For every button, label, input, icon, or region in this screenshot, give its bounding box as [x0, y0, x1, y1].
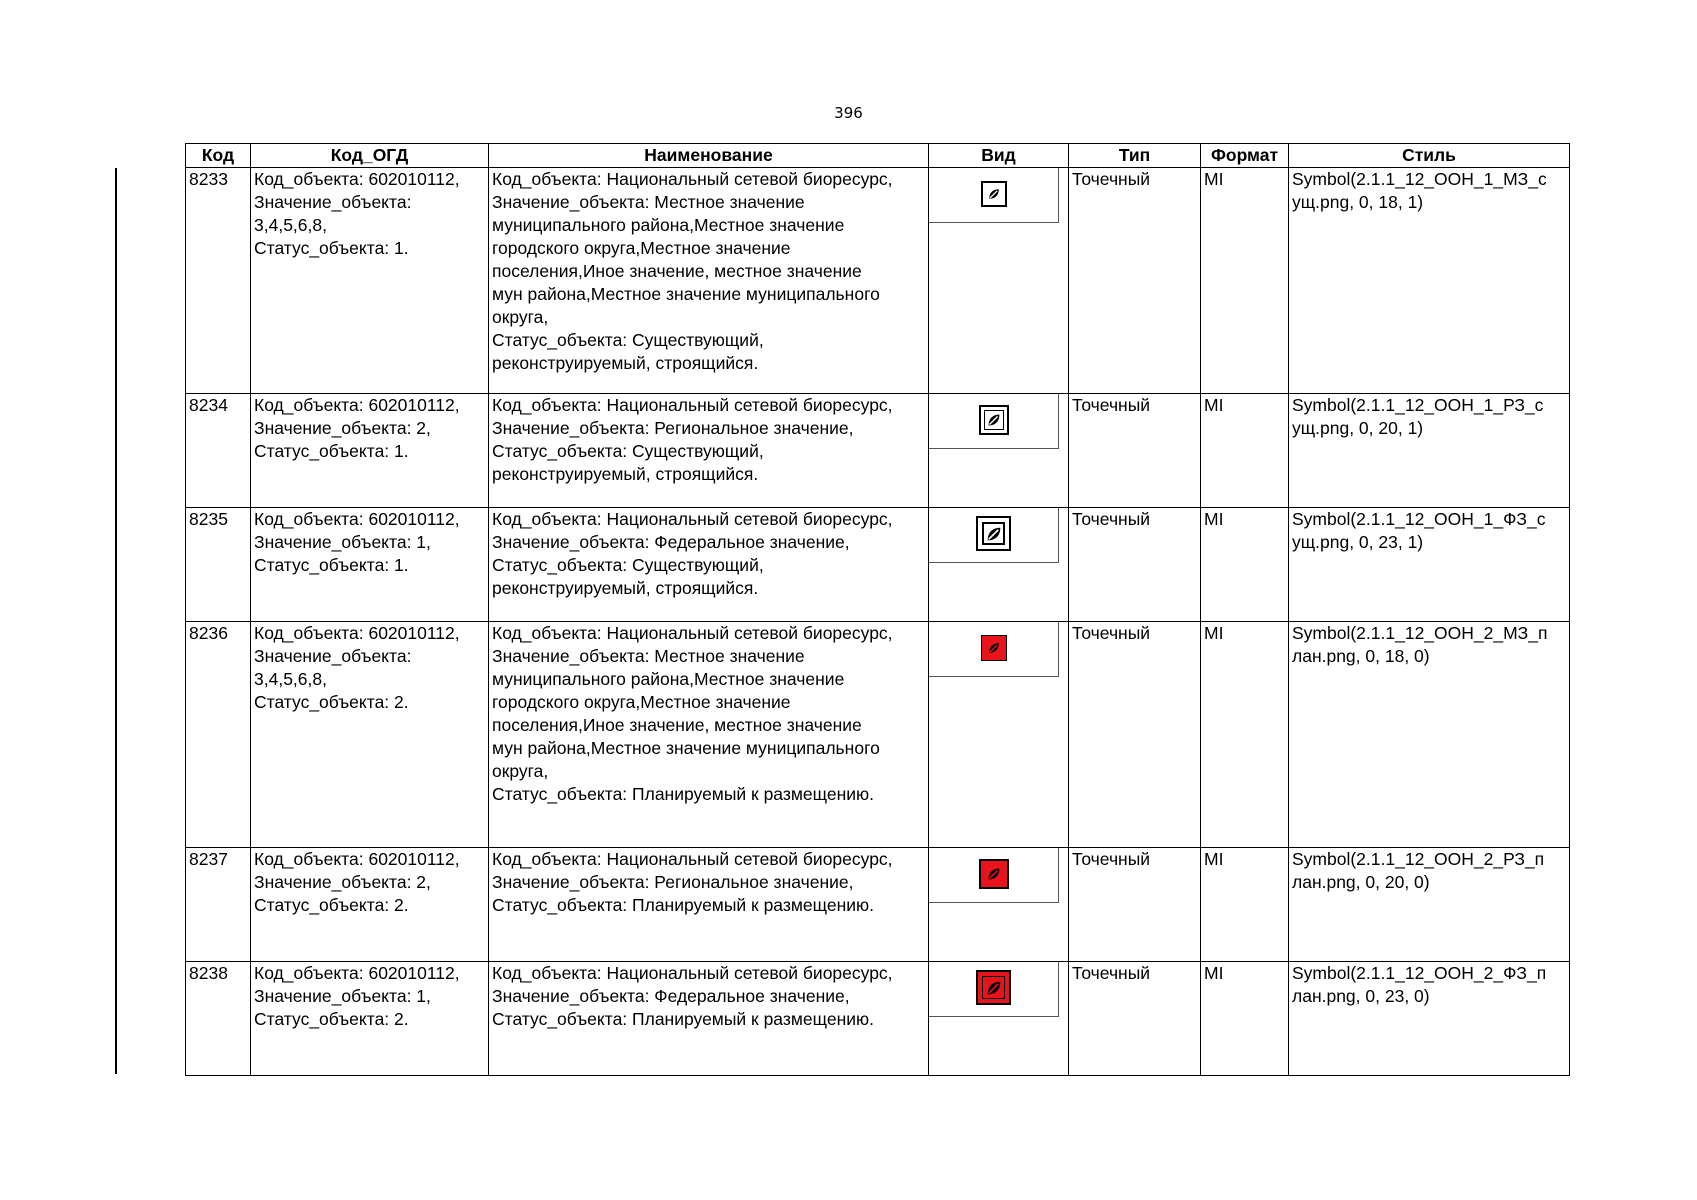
symbol-frame [929, 508, 1059, 563]
cell-type: Точечный [1069, 168, 1201, 394]
table-row [186, 394, 1570, 508]
table-row [186, 168, 1570, 394]
name-line: Статус_объекта: Планируемый к размещению. [492, 1009, 874, 1029]
name-line: Статус_объекта: Планируемый к размещению. [492, 895, 874, 915]
cell-ogd [251, 508, 489, 622]
name-line: Статус_объекта: Существующий, [492, 555, 764, 575]
name-line: Код_объекта: Национальный сетевой биоресурс, [492, 963, 893, 983]
cell-type: Точечный [1069, 622, 1201, 848]
cell-view [929, 962, 1069, 1076]
cell-code: 8238 [186, 962, 251, 1076]
cell-view [929, 168, 1069, 394]
name-line: Значение_объекта: Региональное значение, [492, 418, 854, 438]
cell-style [1289, 394, 1570, 508]
name-line: Код_объекта: Национальный сетевой биоресурс, [492, 509, 893, 529]
ogd-line: Статус_объекта: 1. [254, 441, 409, 461]
cell-name [489, 168, 929, 394]
cell-ogd [251, 622, 489, 848]
style-line: лан.png, 0, 18, 0) [1292, 646, 1430, 666]
name-line: мун района,Местное значение муниципального [492, 738, 880, 758]
table-row [186, 622, 1570, 848]
name-line: городского округа,Местное значение [492, 238, 791, 258]
ogd-line: 3,4,5,6,8, [254, 669, 327, 689]
cell-format: MI [1201, 848, 1289, 962]
cell-type: Точечный [1069, 848, 1201, 962]
cell-code: 8235 [186, 508, 251, 622]
cell-ogd [251, 168, 489, 394]
ogd-line: Код_объекта: 602010112, [254, 169, 460, 189]
cell-style [1289, 622, 1570, 848]
cell-code: 8234 [186, 394, 251, 508]
header-format: Формат [1201, 144, 1289, 168]
name-line: Код_объекта: Национальный сетевой биоресурс, [492, 623, 893, 643]
header-ogd: Код_ОГД [251, 144, 489, 168]
header-name: Наименование [489, 144, 929, 168]
cell-name [489, 962, 929, 1076]
name-line: реконструируемый, строящийся. [492, 578, 759, 598]
name-line: Значение_объекта: Региональное значение, [492, 872, 854, 892]
name-line: мун района,Местное значение муниципального [492, 284, 880, 304]
leaf-symbol-regional-existing-icon [979, 405, 1009, 435]
symbol-frame [929, 394, 1059, 449]
ogd-line: Статус_объекта: 2. [254, 895, 409, 915]
cell-format: MI [1201, 394, 1289, 508]
margin-line [115, 168, 117, 1074]
name-line: Код_объекта: Национальный сетевой биоресурс, [492, 395, 893, 415]
cell-view [929, 848, 1069, 962]
ogd-line: Значение_объекта: 2, [254, 872, 431, 892]
symbol-frame [929, 168, 1059, 223]
style-line: лан.png, 0, 23, 0) [1292, 986, 1430, 1006]
style-line: ущ.png, 0, 23, 1) [1292, 532, 1424, 552]
name-line: Статус_объекта: Существующий, [492, 330, 764, 350]
style-line: Symbol(2.1.1_12_ООН_2_ФЗ_п [1292, 963, 1547, 983]
cell-format: MI [1201, 622, 1289, 848]
name-line: реконструируемый, строящийся. [492, 464, 759, 484]
style-line: Symbol(2.1.1_12_ООН_1_РЗ_с [1292, 395, 1544, 415]
style-line: Symbol(2.1.1_12_ООН_2_РЗ_п [1292, 849, 1545, 869]
cell-code: 8237 [186, 848, 251, 962]
leaf-symbol-local-existing-icon [981, 181, 1007, 207]
cell-code: 8236 [186, 622, 251, 848]
cell-style [1289, 962, 1570, 1076]
table-row [186, 962, 1570, 1076]
cell-name [489, 394, 929, 508]
style-line: Symbol(2.1.1_12_ООН_1_ФЗ_с [1292, 509, 1546, 529]
cell-format: MI [1201, 962, 1289, 1076]
ogd-line: Код_объекта: 602010112, [254, 963, 460, 983]
ogd-line: Значение_объекта: 1, [254, 986, 431, 1006]
cell-type: Точечный [1069, 394, 1201, 508]
table-row [186, 848, 1570, 962]
name-line: Значение_объекта: Местное значение [492, 192, 805, 212]
page-number: 396 [834, 104, 863, 122]
table-row [186, 508, 1570, 622]
cell-format: MI [1201, 168, 1289, 394]
style-line: Symbol(2.1.1_12_ООН_2_МЗ_п [1292, 623, 1548, 643]
header-type: Тип [1069, 144, 1201, 168]
cell-style [1289, 848, 1570, 962]
name-line: муниципального района,Местное значение [492, 669, 845, 689]
ogd-line: Код_объекта: 602010112, [254, 623, 460, 643]
leaf-symbol-local-planned-icon [981, 635, 1007, 661]
symbol-frame [929, 848, 1059, 903]
cell-name [489, 508, 929, 622]
style-line: ущ.png, 0, 20, 1) [1292, 418, 1424, 438]
ogd-line: Код_объекта: 602010112, [254, 395, 460, 415]
name-line: Статус_объекта: Существующий, [492, 441, 764, 461]
cell-view [929, 508, 1069, 622]
name-line: реконструируемый, строящийся. [492, 353, 759, 373]
cell-style [1289, 168, 1570, 394]
name-line: Значение_объекта: Федеральное значение, [492, 532, 850, 552]
ogd-line: Значение_объекта: [254, 646, 412, 666]
cell-ogd [251, 394, 489, 508]
style-line: Symbol(2.1.1_12_ООН_1_МЗ_с [1292, 169, 1547, 189]
cell-view [929, 394, 1069, 508]
ogd-line: Значение_объекта: [254, 192, 412, 212]
ogd-line: Значение_объекта: 1, [254, 532, 431, 552]
header-style: Стиль [1289, 144, 1570, 168]
ogd-line: Значение_объекта: 2, [254, 418, 431, 438]
table-header-row [186, 144, 1570, 168]
name-line: округа, [492, 307, 549, 327]
name-line: Статус_объекта: Планируемый к размещению. [492, 784, 874, 804]
header-view: Вид [929, 144, 1069, 168]
cell-type: Точечный [1069, 508, 1201, 622]
name-line: поселения,Иное значение, местное значение [492, 715, 862, 735]
cell-code: 8233 [186, 168, 251, 394]
cell-format: MI [1201, 508, 1289, 622]
header-code: Код [186, 144, 251, 168]
name-line: Код_объекта: Национальный сетевой биоресурс, [492, 169, 893, 189]
leaf-symbol-regional-planned-icon [979, 859, 1009, 889]
ogd-line: Статус_объекта: 1. [254, 238, 409, 258]
symbol-frame [929, 962, 1059, 1017]
cell-name [489, 622, 929, 848]
cell-ogd [251, 962, 489, 1076]
name-line: городского округа,Местное значение [492, 692, 791, 712]
leaf-symbol-federal-planned-icon [976, 970, 1011, 1005]
style-line: лан.png, 0, 20, 0) [1292, 872, 1430, 892]
ogd-line: Статус_объекта: 2. [254, 1009, 409, 1029]
ogd-line: Статус_объекта: 2. [254, 692, 409, 712]
cell-name [489, 848, 929, 962]
symbol-frame [929, 622, 1059, 677]
cell-style [1289, 508, 1570, 622]
name-line: округа, [492, 761, 549, 781]
name-line: Значение_объекта: Федеральное значение, [492, 986, 850, 1006]
cell-type: Точечный [1069, 962, 1201, 1076]
cell-ogd [251, 848, 489, 962]
name-line: Код_объекта: Национальный сетевой биоресурс, [492, 849, 893, 869]
name-line: Значение_объекта: Местное значение [492, 646, 805, 666]
cell-view [929, 622, 1069, 848]
symbol-table [185, 143, 1570, 1076]
style-line: ущ.png, 0, 18, 1) [1292, 192, 1424, 212]
ogd-line: Статус_объекта: 1. [254, 555, 409, 575]
name-line: муниципального района,Местное значение [492, 215, 845, 235]
ogd-line: Код_объекта: 602010112, [254, 849, 460, 869]
name-line: поселения,Иное значение, местное значение [492, 261, 862, 281]
ogd-line: 3,4,5,6,8, [254, 215, 327, 235]
leaf-symbol-federal-existing-icon [976, 516, 1011, 551]
ogd-line: Код_объекта: 602010112, [254, 509, 460, 529]
